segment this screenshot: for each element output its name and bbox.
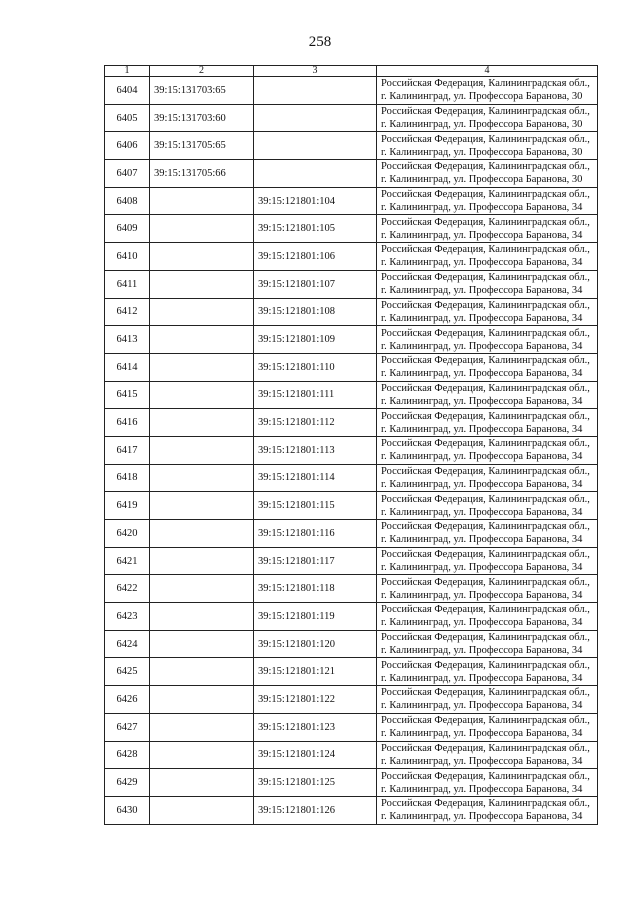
page-number: 258 <box>308 34 332 50</box>
address-line-1: Российская Федерация, Калининградская обл., <box>381 465 590 477</box>
cadastral-number-col3: 39:15:121801:107 <box>254 270 377 298</box>
address-line-1: Российская Федерация, Калининградская обл., <box>381 244 590 256</box>
address-line-1: Российская Федерация, Калининградская обл., <box>381 576 590 588</box>
cadastral-number-col3: 39:15:121801:108 <box>254 298 377 326</box>
row-number: 6415 <box>105 381 150 409</box>
address-line-2: г. Калининград, ул. Профессора Баранова, 34 <box>381 562 583 574</box>
table-row <box>105 769 598 797</box>
table-row <box>105 298 598 326</box>
address-line-2: г. Калининград, ул. Профессора Баранова, 34 <box>381 589 583 601</box>
cadastral-number-col2 <box>150 353 254 381</box>
address-line-2: г. Калининград, ул. Профессора Баранова, 34 <box>381 285 583 297</box>
cadastral-number-col2 <box>150 409 254 437</box>
table-row <box>105 796 598 824</box>
cadastral-number-col2 <box>150 713 254 741</box>
address-line-2: г. Калининград, ул. Профессора Баранова, 34 <box>381 700 583 712</box>
row-number: 6426 <box>105 686 150 714</box>
cadastral-number-col2 <box>150 492 254 520</box>
cadastral-number-col2 <box>150 520 254 548</box>
cadastral-number-col3: 39:15:121801:113 <box>254 436 377 464</box>
address-cell <box>377 769 598 797</box>
cadastral-number-col3: 39:15:121801:124 <box>254 741 377 769</box>
address-line-2: г. Калининград, ул. Профессора Баранова, 34 <box>381 368 583 380</box>
address-line-2: г. Калининград, ул. Профессора Баранова, 34 <box>381 617 583 629</box>
table-body <box>105 77 598 825</box>
row-number: 6420 <box>105 520 150 548</box>
address-line-2: г. Калининград, ул. Профессора Баранова, 34 <box>381 672 583 684</box>
address-line-1: Российская Федерация, Калининградская обл., <box>381 715 590 727</box>
address-line-2: г. Калининград, ул. Профессора Баранова, 34 <box>381 312 583 324</box>
row-number: 6404 <box>105 77 150 105</box>
row-number: 6407 <box>105 160 150 188</box>
address-line-2: г. Калининград, ул. Профессора Баранова, 34 <box>381 645 583 657</box>
address-cell <box>377 575 598 603</box>
column-header-4: 4 <box>377 66 598 77</box>
cadastral-number-col3: 39:15:121801:105 <box>254 215 377 243</box>
address-cell <box>377 713 598 741</box>
address-line-1: Российская Федерация, Калининградская обл., <box>381 161 590 173</box>
address-line-1: Российская Федерация, Калининградская обл., <box>381 521 590 533</box>
address-cell <box>377 298 598 326</box>
table-row <box>105 77 598 105</box>
address-cell <box>377 104 598 132</box>
cadastral-number-col2 <box>150 187 254 215</box>
address-line-2: г. Калининград, ул. Профессора Баранова, 34 <box>381 728 583 740</box>
address-line-1: Российская Федерация, Калининградская обл., <box>381 798 590 810</box>
row-number: 6405 <box>105 104 150 132</box>
cadastral-number-col3: 39:15:121801:112 <box>254 409 377 437</box>
row-number: 6428 <box>105 741 150 769</box>
row-number: 6421 <box>105 547 150 575</box>
row-number: 6406 <box>105 132 150 160</box>
cadastral-number-col3: 39:15:121801:126 <box>254 796 377 824</box>
table-row <box>105 713 598 741</box>
address-line-2: г. Калининград, ул. Профессора Баранова, 34 <box>381 257 583 269</box>
address-line-2: г. Калининград, ул. Профессора Баранова, 30 <box>381 119 583 131</box>
cadastral-number-col2 <box>150 630 254 658</box>
row-number: 6410 <box>105 243 150 271</box>
address-line-1: Российская Федерация, Калининградская обл., <box>381 438 590 450</box>
row-number: 6413 <box>105 326 150 354</box>
cadastral-number-col3: 39:15:121801:121 <box>254 658 377 686</box>
cadastral-number-col2 <box>150 270 254 298</box>
row-number: 6427 <box>105 713 150 741</box>
row-number: 6424 <box>105 630 150 658</box>
address-cell <box>377 658 598 686</box>
cadastral-number-col3: 39:15:121801:109 <box>254 326 377 354</box>
address-line-1: Российская Федерация, Калининградская обл., <box>381 604 590 616</box>
table-row <box>105 741 598 769</box>
table-row <box>105 381 598 409</box>
table-row <box>105 658 598 686</box>
table-row <box>105 326 598 354</box>
column-header-1: 1 <box>105 66 150 77</box>
cadastral-number-col2 <box>150 436 254 464</box>
cadastral-number-col2 <box>150 326 254 354</box>
table-row <box>105 547 598 575</box>
address-line-1: Российская Федерация, Калининградская обл., <box>381 299 590 311</box>
column-header-3: 3 <box>254 66 377 77</box>
cadastral-number-col2: 39:15:131705:65 <box>150 132 254 160</box>
row-number: 6425 <box>105 658 150 686</box>
cadastral-number-col2: 39:15:131703:60 <box>150 104 254 132</box>
row-number: 6412 <box>105 298 150 326</box>
cadastral-number-col3 <box>254 132 377 160</box>
address-cell <box>377 381 598 409</box>
address-cell <box>377 436 598 464</box>
table-header-row <box>105 66 598 77</box>
cadastral-number-col2 <box>150 547 254 575</box>
address-cell <box>377 132 598 160</box>
table-row <box>105 104 598 132</box>
address-cell <box>377 160 598 188</box>
cadastral-number-col2 <box>150 215 254 243</box>
address-line-1: Российская Федерация, Калининградская обл., <box>381 272 590 284</box>
address-line-1: Российская Федерация, Калининградская обл., <box>381 355 590 367</box>
cadastral-number-col3: 39:15:121801:111 <box>254 381 377 409</box>
cadastral-number-col3: 39:15:121801:117 <box>254 547 377 575</box>
cadastral-number-col3: 39:15:121801:123 <box>254 713 377 741</box>
row-number: 6430 <box>105 796 150 824</box>
address-line-2: г. Калининград, ул. Профессора Баранова, 30 <box>381 146 583 158</box>
cadastral-number-col3 <box>254 104 377 132</box>
data-table <box>104 65 598 825</box>
table-row <box>105 630 598 658</box>
address-line-2: г. Калининград, ул. Профессора Баранова, 34 <box>381 534 583 546</box>
row-number: 6411 <box>105 270 150 298</box>
cadastral-number-col3: 39:15:121801:104 <box>254 187 377 215</box>
address-cell <box>377 603 598 631</box>
table-row <box>105 270 598 298</box>
address-line-1: Российская Федерация, Калининградская обл., <box>381 133 590 145</box>
table-row <box>105 603 598 631</box>
cadastral-number-col2: 39:15:131705:66 <box>150 160 254 188</box>
table-row <box>105 575 598 603</box>
address-cell <box>377 464 598 492</box>
cadastral-number-col2 <box>150 243 254 271</box>
cadastral-number-col3: 39:15:121801:114 <box>254 464 377 492</box>
cadastral-number-col3 <box>254 77 377 105</box>
address-line-1: Российская Федерация, Калининградская обл., <box>381 549 590 561</box>
address-cell <box>377 630 598 658</box>
row-number: 6429 <box>105 769 150 797</box>
address-cell <box>377 187 598 215</box>
cadastral-number-col2 <box>150 603 254 631</box>
row-number: 6408 <box>105 187 150 215</box>
cadastral-number-col3: 39:15:121801:115 <box>254 492 377 520</box>
address-line-2: г. Калининград, ул. Профессора Баранова, 34 <box>381 340 583 352</box>
address-cell <box>377 492 598 520</box>
row-number: 6423 <box>105 603 150 631</box>
table-row <box>105 132 598 160</box>
table-row <box>105 686 598 714</box>
address-cell <box>377 270 598 298</box>
table-row <box>105 187 598 215</box>
address-line-2: г. Калининград, ул. Профессора Баранова, 34 <box>381 229 583 241</box>
address-line-2: г. Калининград, ул. Профессора Баранова, 34 <box>381 811 583 823</box>
column-header-2: 2 <box>150 66 254 77</box>
cadastral-number-col2 <box>150 658 254 686</box>
table-row <box>105 160 598 188</box>
cadastral-number-col3: 39:15:121801:125 <box>254 769 377 797</box>
address-line-2: г. Калининград, ул. Профессора Баранова, 30 <box>381 91 583 103</box>
address-cell <box>377 547 598 575</box>
address-line-1: Российская Федерация, Калининградская обл., <box>381 659 590 671</box>
row-number: 6422 <box>105 575 150 603</box>
address-line-2: г. Калининград, ул. Профессора Баранова, 34 <box>381 506 583 518</box>
row-number: 6414 <box>105 353 150 381</box>
address-line-1: Российская Федерация, Калининградская обл., <box>381 410 590 422</box>
address-line-1: Российская Федерация, Калининградская обл., <box>381 327 590 339</box>
cadastral-number-col3: 39:15:121801:116 <box>254 520 377 548</box>
table-row <box>105 215 598 243</box>
cadastral-number-col3: 39:15:121801:119 <box>254 603 377 631</box>
table-row <box>105 409 598 437</box>
row-number: 6409 <box>105 215 150 243</box>
address-line-1: Российская Федерация, Калининградская обл., <box>381 216 590 228</box>
address-line-2: г. Калининград, ул. Профессора Баранова, 30 <box>381 174 583 186</box>
table-row <box>105 464 598 492</box>
cadastral-number-col3: 39:15:121801:110 <box>254 353 377 381</box>
cadastral-number-col2 <box>150 796 254 824</box>
row-number: 6418 <box>105 464 150 492</box>
address-line-2: г. Калининград, ул. Профессора Баранова, 34 <box>381 783 583 795</box>
address-line-2: г. Калининград, ул. Профессора Баранова, 34 <box>381 423 583 435</box>
row-number: 6419 <box>105 492 150 520</box>
address-line-2: г. Калининград, ул. Профессора Баранова, 34 <box>381 478 583 490</box>
cadastral-number-col2 <box>150 298 254 326</box>
address-line-2: г. Калининград, ул. Профессора Баранова, 34 <box>381 395 583 407</box>
table-row <box>105 243 598 271</box>
table-row <box>105 520 598 548</box>
cadastral-number-col3: 39:15:121801:106 <box>254 243 377 271</box>
address-line-1: Российская Федерация, Калининградская обл., <box>381 770 590 782</box>
address-cell <box>377 353 598 381</box>
address-line-1: Российская Федерация, Калининградская обл., <box>381 687 590 699</box>
cadastral-number-col2: 39:15:131703:65 <box>150 77 254 105</box>
table-row <box>105 436 598 464</box>
address-cell <box>377 215 598 243</box>
row-number: 6416 <box>105 409 150 437</box>
cadastral-number-col3: 39:15:121801:120 <box>254 630 377 658</box>
address-cell <box>377 77 598 105</box>
cadastral-number-col2 <box>150 575 254 603</box>
address-cell <box>377 741 598 769</box>
address-line-2: г. Калининград, ул. Профессора Баранова, 34 <box>381 202 583 214</box>
address-line-2: г. Калининград, ул. Профессора Баранова, 34 <box>381 451 583 463</box>
address-cell <box>377 520 598 548</box>
table-row <box>105 353 598 381</box>
address-cell <box>377 409 598 437</box>
address-cell <box>377 326 598 354</box>
address-line-1: Российская Федерация, Калининградская обл., <box>381 493 590 505</box>
address-line-1: Российская Федерация, Калининградская обл., <box>381 78 590 90</box>
address-line-1: Российская Федерация, Калининградская обл., <box>381 189 590 201</box>
address-line-1: Российская Федерация, Калининградская обл., <box>381 106 590 118</box>
address-cell <box>377 243 598 271</box>
address-line-1: Российская Федерация, Калининградская обл., <box>381 382 590 394</box>
address-cell <box>377 686 598 714</box>
cadastral-number-col2 <box>150 464 254 492</box>
address-line-1: Российская Федерация, Калининградская обл., <box>381 632 590 644</box>
cadastral-number-col2 <box>150 381 254 409</box>
row-number: 6417 <box>105 436 150 464</box>
cadastral-number-col2 <box>150 741 254 769</box>
address-line-2: г. Калининград, ул. Профессора Баранова, 34 <box>381 755 583 767</box>
address-line-1: Российская Федерация, Калининградская обл., <box>381 742 590 754</box>
cadastral-number-col2 <box>150 769 254 797</box>
cadastral-number-col3: 39:15:121801:122 <box>254 686 377 714</box>
table-row <box>105 492 598 520</box>
cadastral-number-col2 <box>150 686 254 714</box>
cadastral-number-col3: 39:15:121801:118 <box>254 575 377 603</box>
address-cell <box>377 796 598 824</box>
cadastral-number-col3 <box>254 160 377 188</box>
